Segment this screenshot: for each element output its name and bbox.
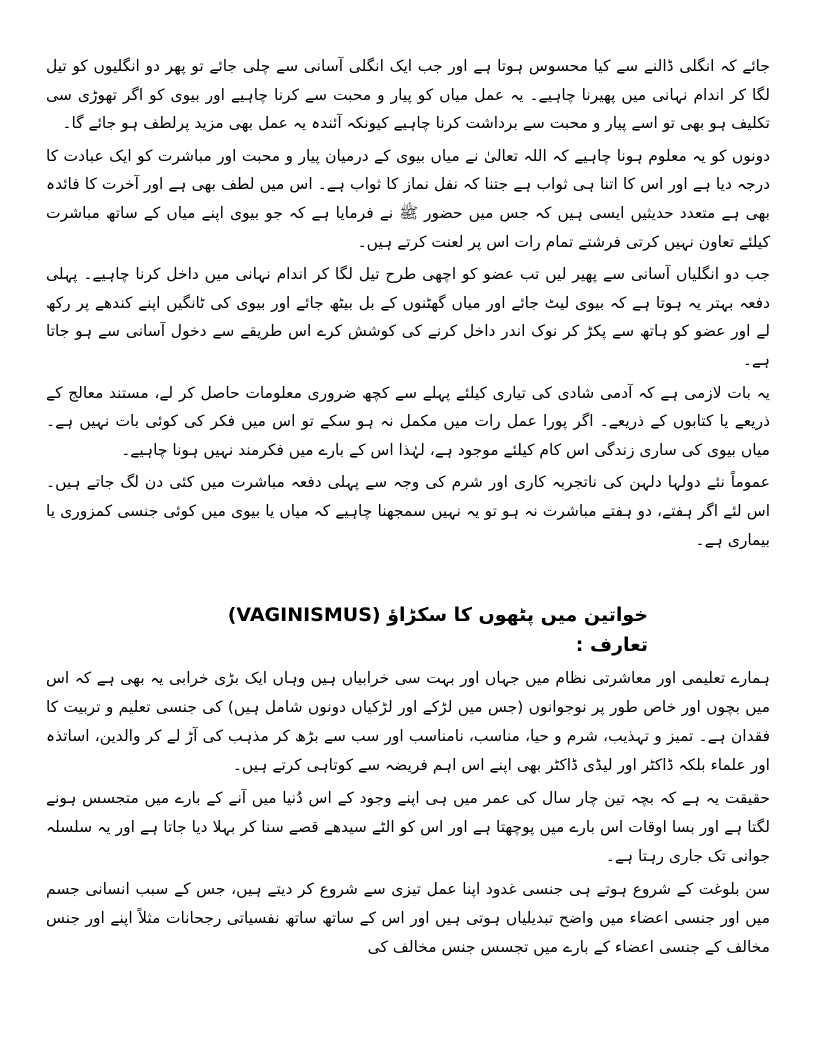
paragraph: عموماً نئے دولہا دلہن کی ناتجربہ کاری اور شرم کی وجہ سے پہلی دفعہ مباشرت میں کئی دن لگ جاتے ہیں۔ اس لئے اگر ہفتے، دو ہفتے مباشرت نہ ہو تو یہ نہیں سمجھنا چاہیے کہ میاں یا بیوی میں کوئی جنسی کمزوری یا بیماری ہے۔	[46, 473, 770, 549]
section-vaginismus	[46, 600, 770, 962]
paragraph: جائے کہ انگلی ڈالنے سے کیا محسوس ہوتا ہے اور جب ایک انگلی آسانی سے چلی جائے تو پھر دو انگلیوں کو تیل لگا کر اندام نہانی میں پھیرنا چاہیے۔ یہ عمل میاں کو پیار و محبت سے کرنا چاہیے اور بیوی کو اگر تھوڑی سی تکلیف ہو بھی تو اسے پیار و محبت سے برداشت کرنا چاہیے کیونکہ آئندہ یہ عمل بھی مزید پرلطف ہو جائے گا۔	[46, 57, 770, 133]
paragraph: جب دو انگلیاں آسانی سے پھیر لیں تب عضو کو اچھی طرح تیل لگا کر اندام نہانی میں داخل کرنا چاہیے۔ پہلی دفعہ بہتر یہ ہوتا ہے کہ بیوی لیٹ جائے اور میاں گھٹنوں کے بل بیٹھ جائے اور بیوی کی ٹانگیں اپنے کندھے پر رکھ لے اور عضو کو ہاتھ سے پکڑ کر نوک اندر داخل کرنے کی کوشش کرے اس طریقے سے دخول آسانی سے ہو جاتا ہے۔	[46, 265, 770, 369]
section-subheading: تعارف :	[575, 634, 648, 657]
paragraph: یہ بات لازمی ہے کہ آدمی شادی کی تیاری کیلئے پہلے سے کچھ ضروری معلومات حاصل کر لے، مستند معالج کے ذریعے یا کتابوں کے ذریعے۔ اگر پورا عمل رات میں مکمل نہ ہو سکے تو اس میں فکر کی کوئی بات نہیں ہے۔ میاں بیوی کی ساری زندگی اس کام کیلئے موجود ہے، لہٰذا اس کے بارے میں فکرمند نہیں ہونا چاہیے۔	[46, 383, 770, 459]
paragraph: ہمارے تعلیمی اور معاشرتی نظام میں جہاں اور بہت سی خرابیاں ہیں وہاں ایک بڑی خرابی یہ بھی ہے کہ اس میں بچوں اور خاص طور پر نوجوانوں (جس میں لڑکے اور لڑکیاں دونوں شامل ہیں) کی جنسی تعلیم و تربیت کا فقدان ہے۔ تمیز و تہذیب، شرم و حیا، مناسب، نامناسب اور سب سے بڑھ کر مذہب کی آڑ لے کر والدین، اساتذہ اور علماء بلکہ ڈاکٹر اور لیڈی ڈاکٹر بھی اپنے اس اہم فریضہ سے کوتاہی کرتے ہیں۔	[46, 669, 770, 775]
section-heading: خواتین میں پٹھوں کا سکڑاؤ (VAGINISMUS)	[227, 604, 648, 627]
paragraph: دونوں کو یہ معلوم ہونا چاہیے کہ اللہ تعالیٰ نے میاں بیوی کے درمیان پیار و محبت اور مباشرت کو ایک عبادت کا درجہ دیا ہے اور اس کا اتنا ہی ثواب ہے جتنا کہ نفل نماز کا ثواب ہے۔ اس میں لطف بھی ہے اور آخرت کا فائدہ بھی ہے متعدد حدیثیں ایسی ہیں کہ جس میں حضور ﷺ نے فرمایا ہے کہ جو بیوی اپنے میاں کے ساتھ مباشرت کیلئے تعاون نہیں کرتی فرشتے تمام رات اس پر لعنت کرتے ہیں۔	[46, 146, 770, 251]
paragraph: حقیقت یہ ہے کہ بچہ تین چار سال کی عمر میں ہی اپنے وجود کے اس دُنیا میں آنے کے بارے میں متجسس ہونے لگتا ہے اور بسا اوقات اس بارے میں پوچھتا ہے اور اس کو الٹے سیدھے قصے سنا کر بہلا دیا جاتا ہے اور یہ سلسلہ جوانی تک جاری رہتا ہے۔	[46, 789, 770, 866]
paragraph: سن بلوغت کے شروع ہوتے ہی جنسی غدود اپنا عمل تیزی سے شروع کر دیتے ہیں، جس کے سبب انسانی جسم میں اور جنسی اعضاء میں واضح تبدیلیاں ہوتی ہیں اور اس کے ساتھ ساتھ نفسیاتی رجحانات مثلاً اپنے اور جنس مخالف کے جنسی اعضاء کے بارے میں تجسس جنس مخالف کی	[46, 880, 770, 957]
